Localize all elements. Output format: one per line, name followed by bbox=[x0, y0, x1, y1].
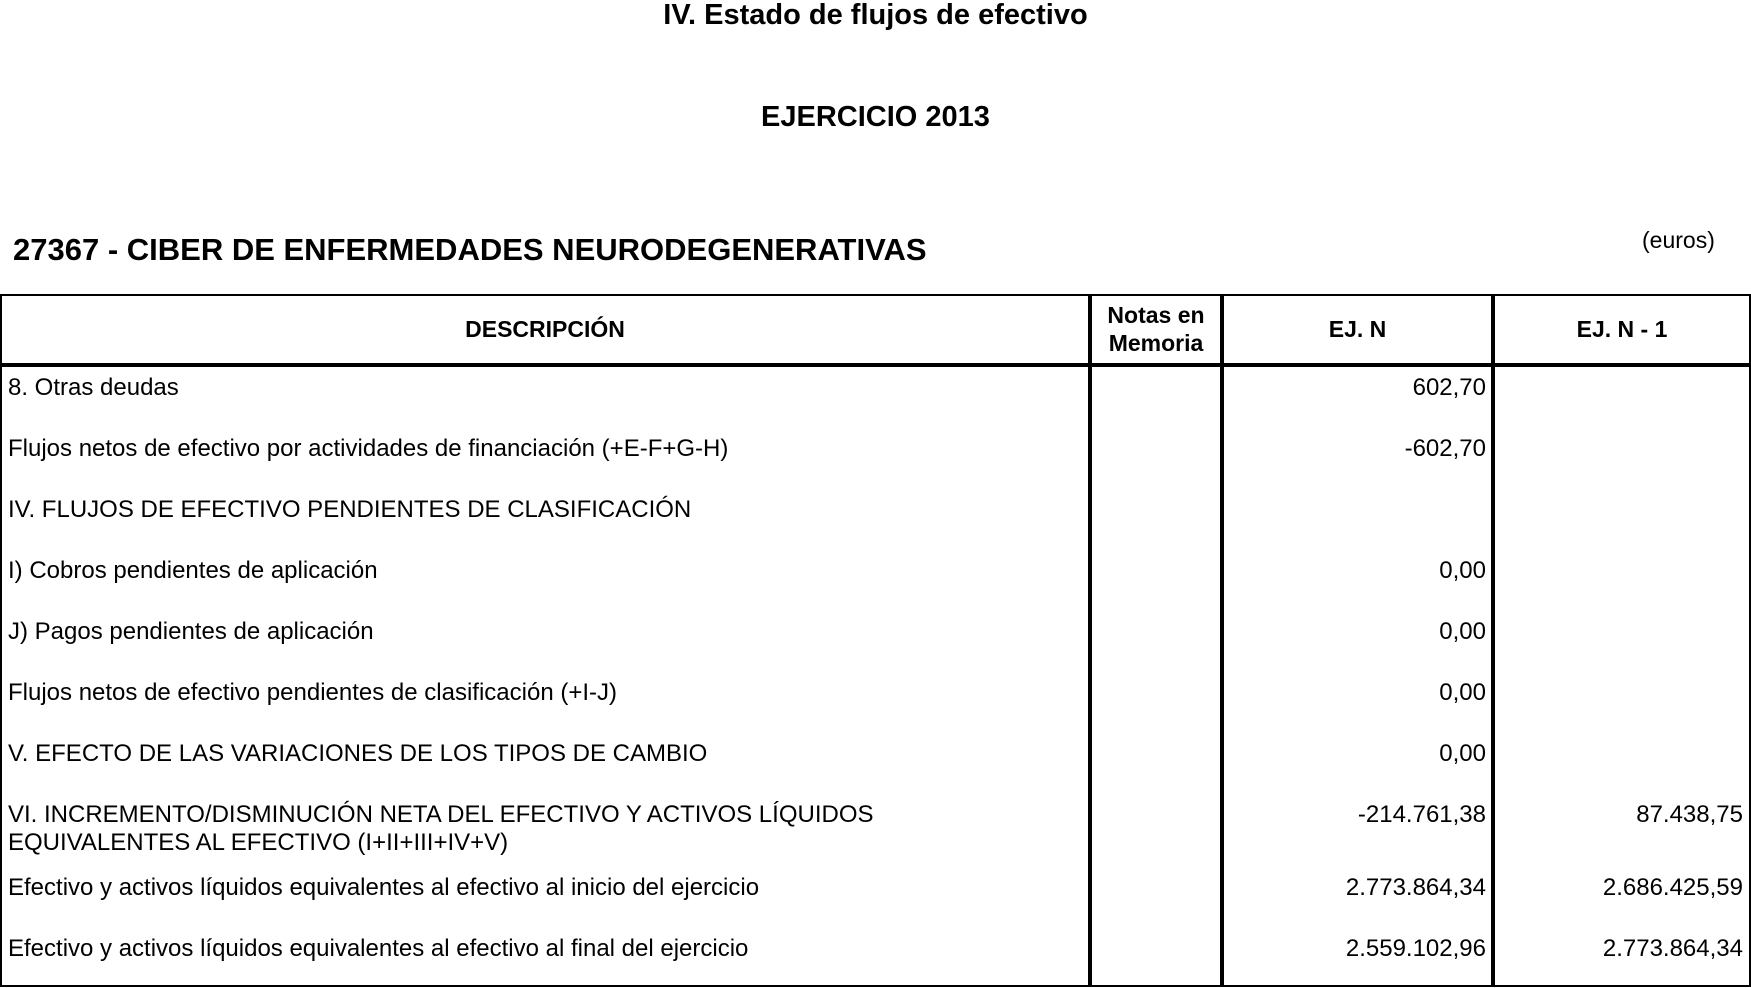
table-row bbox=[0, 557, 1751, 613]
table-row bbox=[0, 496, 1751, 552]
row-description: VI. INCREMENTO/DISMINUCIÓN NETA DEL EFECTIVO Y ACTIVOS LÍQUIDOS bbox=[8, 801, 874, 828]
column-header-notes-line1: Notas en bbox=[1107, 302, 1205, 328]
column-header-year-n1 bbox=[1495, 295, 1749, 363]
currency-units: (euros) bbox=[1642, 227, 1715, 253]
column-header-description-label: DESCRIPCIÓN bbox=[465, 316, 625, 342]
row-value-year-n1: 2.686.425,59 bbox=[1602, 874, 1743, 901]
row-value-year-n: 0,00 bbox=[1439, 557, 1486, 584]
column-header-notes-line2: Memoria bbox=[1108, 330, 1204, 356]
row-value-year-n1: 87.438,75 bbox=[1636, 801, 1743, 828]
table-row bbox=[0, 935, 1751, 985]
row-description: Efectivo y activos líquidos equivalentes al efectivo al final del ejercicio bbox=[8, 935, 749, 962]
table-row bbox=[0, 740, 1751, 796]
page-title: IV. Estado de flujos de efectivo bbox=[663, 0, 1088, 31]
row-description: Flujos netos de efectivo pendientes de clasificación (+I-J) bbox=[8, 679, 617, 706]
entity-name: 27367 - CIBER DE ENFERMEDADES NEURODEGENERATIVAS bbox=[13, 232, 927, 267]
row-description: J) Pagos pendientes de aplicación bbox=[8, 618, 374, 645]
column-header-notes bbox=[1092, 295, 1220, 363]
row-description: IV. FLUJOS DE EFECTIVO PENDIENTES DE CLASIFICACIÓN bbox=[8, 496, 692, 523]
table-row bbox=[0, 435, 1751, 491]
row-description: I) Cobros pendientes de aplicación bbox=[8, 557, 378, 584]
table-row bbox=[0, 679, 1751, 735]
table-row bbox=[0, 374, 1751, 430]
header-bottom-border bbox=[0, 363, 1751, 367]
column-header-year-n1-label: EJ. N - 1 bbox=[1576, 316, 1668, 342]
row-value-year-n: 2.559.102,96 bbox=[1345, 935, 1486, 962]
table-bottom-border bbox=[0, 985, 1751, 987]
table-row bbox=[0, 801, 1751, 861]
row-description-continuation: EQUIVALENTES AL EFECTIVO (I+II+III+IV+V) bbox=[8, 829, 509, 856]
row-value-year-n1: 2.773.864,34 bbox=[1602, 935, 1743, 962]
row-value-year-n: -214.761,38 bbox=[1357, 801, 1486, 828]
column-header-year-n-label: EJ. N bbox=[1328, 316, 1387, 342]
column-header-year-n bbox=[1224, 295, 1491, 363]
row-description: 8. Otras deudas bbox=[8, 374, 179, 401]
row-description: Flujos netos de efectivo por actividades de financiación (+E-F+G-H) bbox=[8, 435, 729, 462]
row-value-year-n: -602,70 bbox=[1404, 435, 1486, 462]
row-value-year-n: 2.773.864,34 bbox=[1345, 874, 1486, 901]
column-header-description bbox=[2, 295, 1088, 363]
row-description: V. EFECTO DE LAS VARIACIONES DE LOS TIPOS DE CAMBIO bbox=[8, 740, 708, 767]
row-value-year-n: 0,00 bbox=[1439, 618, 1486, 645]
row-value-year-n: 0,00 bbox=[1439, 740, 1486, 767]
table-row bbox=[0, 618, 1751, 674]
row-description: Efectivo y activos líquidos equivalentes al efectivo al inicio del ejercicio bbox=[8, 874, 760, 901]
table-row bbox=[0, 874, 1751, 930]
row-value-year-n: 602,70 bbox=[1412, 374, 1486, 401]
fiscal-year-heading: EJERCICIO 2013 bbox=[761, 101, 990, 133]
row-value-year-n: 0,00 bbox=[1439, 679, 1486, 706]
